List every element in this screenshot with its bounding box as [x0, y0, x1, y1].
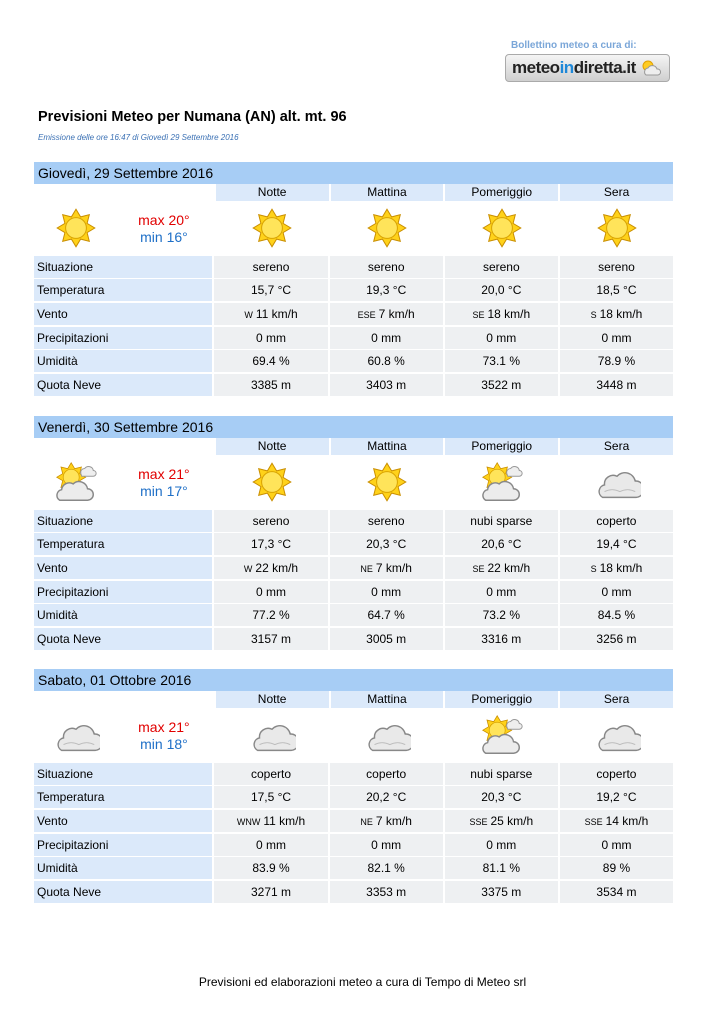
wind-direction: SE: [472, 310, 485, 321]
precipitazioni-value: 0 mm: [445, 834, 558, 856]
precipitazioni-value: 0 mm: [330, 327, 443, 349]
wind-direction: S: [590, 564, 597, 575]
row-umidita: [34, 604, 673, 626]
precipitazioni-value: 0 mm: [560, 834, 673, 856]
row-precipitazioni: [34, 327, 673, 349]
wind-speed: 18 km/h: [487, 307, 531, 322]
wind-direction: SSE: [469, 817, 488, 828]
wind-value: [560, 557, 673, 579]
wind-speed: 22 km/h: [255, 561, 299, 576]
icon-row: [34, 201, 673, 254]
wind-direction: NE: [360, 817, 373, 828]
temperatura-value: 20,6 °C: [445, 533, 558, 555]
icon-row: [34, 708, 673, 761]
row-label: Precipitazioni: [34, 581, 212, 603]
quota_neve-value: 3534 m: [560, 881, 673, 903]
umidita-value: 64.7 %: [330, 604, 443, 626]
period-header: Mattina: [331, 184, 444, 201]
temperatura-value: 19,2 °C: [560, 786, 673, 808]
page-title: Previsioni Meteo per Numana (AN) alt. mt. 96: [38, 109, 347, 125]
temperatura-value: 20,3 °C: [330, 533, 443, 555]
wind-speed: 7 km/h: [375, 814, 412, 829]
sun-cloud-icon: [640, 59, 662, 77]
umidita-value: 82.1 %: [330, 857, 443, 879]
wind-speed: 11 km/h: [263, 814, 306, 829]
period-header: Notte: [216, 184, 329, 201]
quota_neve-value: 3385 m: [214, 374, 327, 396]
row-precipitazioni: [34, 581, 673, 603]
row-umidita: [34, 857, 673, 879]
sun-icon: [216, 208, 329, 248]
wind-value: [560, 303, 673, 325]
quota_neve-value: 3522 m: [445, 374, 558, 396]
wind-value: [330, 810, 443, 832]
sun-cloud-icon: [445, 714, 558, 756]
umidita-value: 73.1 %: [445, 350, 558, 372]
wind-direction: SE: [472, 564, 485, 575]
precipitazioni-value: 0 mm: [330, 581, 443, 603]
period-header: Sera: [560, 438, 673, 455]
cloud-icon: [560, 462, 673, 502]
row-label: Temperatura: [34, 279, 212, 301]
sun-icon: [331, 208, 444, 248]
row-label: Umidità: [34, 857, 212, 879]
wind-direction: WNW: [236, 817, 261, 828]
precipitazioni-value: 0 mm: [330, 834, 443, 856]
row-situazione: [34, 510, 673, 532]
emission-info: Emissione delle ore 16:47 di Giovedì 29 Settembre 2016: [38, 133, 239, 142]
temperatura-value: 20,2 °C: [330, 786, 443, 808]
row-label: Quota Neve: [34, 374, 212, 396]
sun-icon: [216, 462, 329, 502]
precipitazioni-value: 0 mm: [214, 327, 327, 349]
situazione-value: nubi sparse: [445, 510, 558, 532]
period-header: Sera: [560, 184, 673, 201]
wind-speed: 22 km/h: [487, 561, 531, 576]
row-temperatura: [34, 533, 673, 555]
day-temperatures: [118, 210, 214, 246]
cloud-icon: [216, 715, 329, 755]
row-label: Temperatura: [34, 533, 212, 555]
precipitazioni-value: 0 mm: [214, 581, 327, 603]
row-situazione: [34, 763, 673, 785]
meteoindiretta-logo: [505, 40, 670, 82]
logo-name: meteoindiretta.it: [512, 58, 636, 77]
period-headers: [34, 184, 673, 201]
row-vento: [34, 810, 673, 832]
period-header: Mattina: [331, 691, 444, 708]
row-label: Quota Neve: [34, 628, 212, 650]
logo-box: [505, 54, 670, 82]
footer-credit: Previsioni ed elaborazioni meteo a cura di Tempo di Meteo srl: [198, 975, 527, 989]
situazione-value: sereno: [214, 256, 327, 278]
precipitazioni-value: 0 mm: [445, 581, 558, 603]
row-label: Situazione: [34, 763, 212, 785]
day-temperatures: [118, 717, 214, 753]
sun-icon: [331, 462, 444, 502]
period-header: Pomeriggio: [445, 691, 558, 708]
situazione-value: sereno: [214, 510, 327, 532]
wind-value: [330, 557, 443, 579]
period-headers: [34, 438, 673, 455]
situazione-value: coperto: [214, 763, 327, 785]
precipitazioni-value: 0 mm: [560, 581, 673, 603]
temperatura-value: 20,3 °C: [445, 786, 558, 808]
temperatura-value: 19,3 °C: [330, 279, 443, 301]
row-quota_neve: [34, 374, 673, 396]
day-header: Giovedì, 29 Settembre 2016: [34, 162, 673, 184]
precipitazioni-value: 0 mm: [445, 327, 558, 349]
max-temperature: max 21°: [138, 718, 190, 735]
cloud-icon: [560, 715, 673, 755]
wind-speed: 7 km/h: [378, 307, 415, 322]
umidita-value: 84.5 %: [560, 604, 673, 626]
min-temperature: min 17°: [140, 482, 188, 499]
sun-icon: [560, 208, 673, 248]
sun-cloud-icon: [34, 461, 118, 503]
row-label: Vento: [34, 303, 212, 325]
wind-direction: W: [244, 310, 253, 321]
period-header: Sera: [560, 691, 673, 708]
period-header: Pomeriggio: [445, 184, 558, 201]
row-label: Precipitazioni: [34, 834, 212, 856]
row-vento: [34, 557, 673, 579]
row-label: Vento: [34, 557, 212, 579]
quota_neve-value: 3316 m: [445, 628, 558, 650]
umidita-value: 73.2 %: [445, 604, 558, 626]
row-label: Precipitazioni: [34, 327, 212, 349]
quota_neve-value: 3157 m: [214, 628, 327, 650]
day-header: Venerdì, 30 Settembre 2016: [34, 416, 673, 438]
row-precipitazioni: [34, 834, 673, 856]
umidita-value: 89 %: [560, 857, 673, 879]
quota_neve-value: 3448 m: [560, 374, 673, 396]
max-temperature: max 21°: [138, 465, 190, 482]
wind-speed: 18 km/h: [599, 307, 643, 322]
umidita-value: 83.9 %: [214, 857, 327, 879]
row-label: Umidità: [34, 350, 212, 372]
day-header: Sabato, 01 Ottobre 2016: [34, 669, 673, 691]
precipitazioni-value: 0 mm: [214, 834, 327, 856]
wind-direction: NE: [360, 564, 373, 575]
situazione-value: nubi sparse: [445, 763, 558, 785]
cloud-icon: [331, 715, 444, 755]
period-header: Notte: [216, 438, 329, 455]
situazione-value: coperto: [330, 763, 443, 785]
row-quota_neve: [34, 628, 673, 650]
temperatura-value: 15,7 °C: [214, 279, 327, 301]
row-quota_neve: [34, 881, 673, 903]
wind-speed: 11 km/h: [255, 307, 298, 322]
quota_neve-value: 3256 m: [560, 628, 673, 650]
wind-value: [445, 557, 558, 579]
day-forecast: [34, 669, 673, 903]
situazione-value: sereno: [330, 256, 443, 278]
logo-caption: Bollettino meteo a cura di:: [511, 40, 637, 51]
umidita-value: 77.2 %: [214, 604, 327, 626]
wind-value: [214, 303, 327, 325]
period-header: Pomeriggio: [445, 438, 558, 455]
row-vento: [34, 303, 673, 325]
row-label: Situazione: [34, 256, 212, 278]
umidita-value: 69.4 %: [214, 350, 327, 372]
quota_neve-value: 3271 m: [214, 881, 327, 903]
min-temperature: min 18°: [140, 735, 188, 752]
situazione-value: sereno: [330, 510, 443, 532]
row-label: Temperatura: [34, 786, 212, 808]
wind-value: [214, 810, 327, 832]
wind-speed: 25 km/h: [490, 814, 534, 829]
wind-speed: 7 km/h: [375, 561, 412, 576]
row-label: Umidità: [34, 604, 212, 626]
umidita-value: 78.9 %: [560, 350, 673, 372]
temperatura-value: 19,4 °C: [560, 533, 673, 555]
situazione-value: sereno: [445, 256, 558, 278]
wind-direction: SSE: [584, 817, 603, 828]
max-temperature: max 20°: [138, 211, 190, 228]
quota_neve-value: 3353 m: [330, 881, 443, 903]
min-temperature: min 16°: [140, 228, 188, 245]
row-label: Vento: [34, 810, 212, 832]
umidita-value: 81.1 %: [445, 857, 558, 879]
sun-icon: [445, 208, 558, 248]
wind-direction: S: [590, 310, 597, 321]
precipitazioni-value: 0 mm: [560, 327, 673, 349]
cloud-icon: [34, 715, 118, 755]
wind-direction: W: [243, 564, 253, 575]
quota_neve-value: 3005 m: [330, 628, 443, 650]
wind-value: [330, 303, 443, 325]
temperatura-value: 18,5 °C: [560, 279, 673, 301]
temperatura-value: 17,5 °C: [214, 786, 327, 808]
icon-row: [34, 455, 673, 508]
row-situazione: [34, 256, 673, 278]
wind-value: [445, 810, 558, 832]
situazione-value: coperto: [560, 510, 673, 532]
wind-direction: ESE: [357, 310, 376, 321]
sun-icon: [34, 208, 118, 248]
wind-value: [560, 810, 673, 832]
period-headers: [34, 691, 673, 708]
wind-value: [445, 303, 558, 325]
period-header: Mattina: [331, 438, 444, 455]
row-temperatura: [34, 279, 673, 301]
temperatura-value: 17,3 °C: [214, 533, 327, 555]
umidita-value: 60.8 %: [330, 350, 443, 372]
situazione-value: coperto: [560, 763, 673, 785]
situazione-value: sereno: [560, 256, 673, 278]
row-label: Quota Neve: [34, 881, 212, 903]
row-label: Situazione: [34, 510, 212, 532]
row-umidita: [34, 350, 673, 372]
day-forecast: [34, 162, 673, 396]
wind-speed: 18 km/h: [599, 561, 643, 576]
day-temperatures: [118, 464, 214, 500]
row-temperatura: [34, 786, 673, 808]
temperatura-value: 20,0 °C: [445, 279, 558, 301]
wind-speed: 14 km/h: [605, 814, 649, 829]
wind-value: [214, 557, 327, 579]
quota_neve-value: 3403 m: [330, 374, 443, 396]
quota_neve-value: 3375 m: [445, 881, 558, 903]
day-forecast: [34, 416, 673, 650]
sun-cloud-icon: [445, 461, 558, 503]
period-header: Notte: [216, 691, 329, 708]
